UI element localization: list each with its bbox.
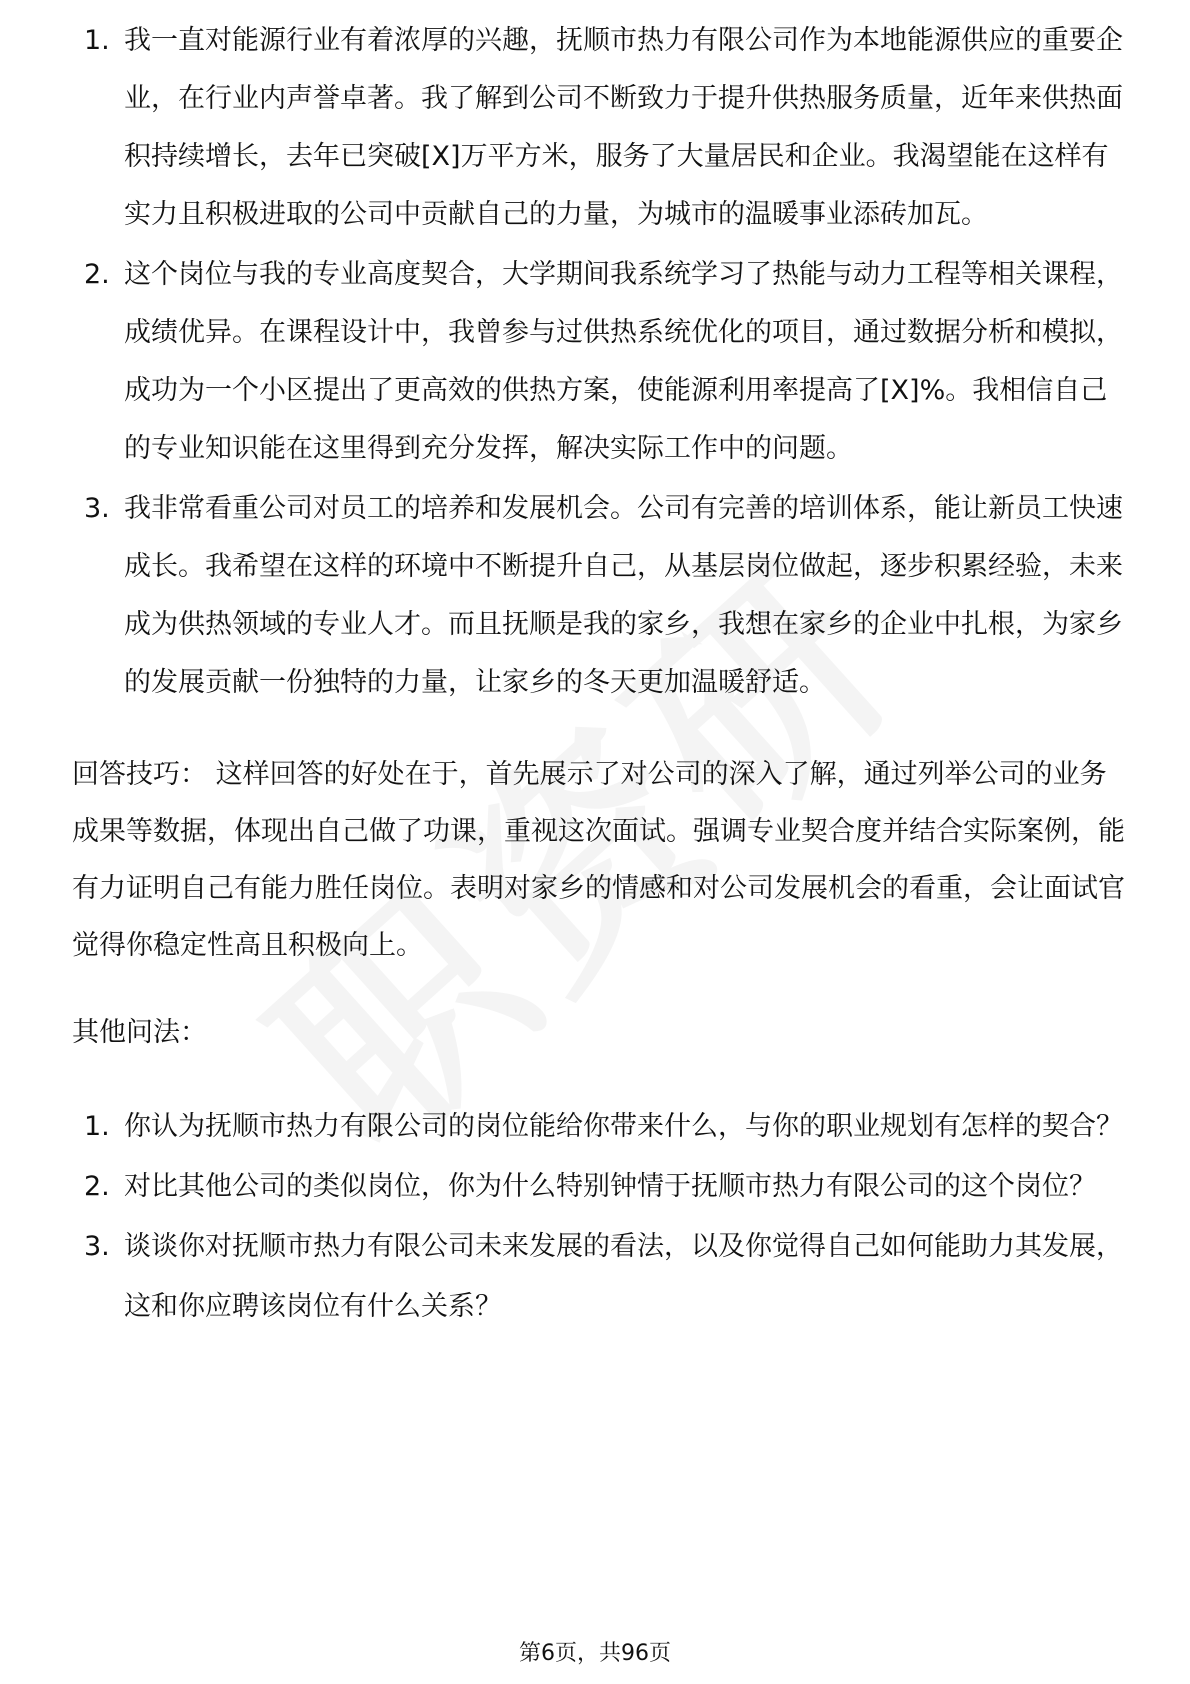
list-item xyxy=(72,1157,1127,1217)
list-item xyxy=(72,246,1127,478)
list-number: 1. xyxy=(84,25,110,56)
list-item-text: 谈谈你对抚顺市热力有限公司未来发展的看法，以及你觉得自己如何能助力其发展，这和你应聘该岗位有什么关系？ xyxy=(124,1231,1123,1322)
list-item-text: 我一直对能源行业有着浓厚的兴趣，抚顺市热力有限公司作为本地能源供应的重要企业，在行业内声誉卓著。我了解到公司不断致力于提升供热服务质量，近年来供热面积持续增长，去年已突破[X]万平方米，服务了大量居民和企业。我渴望能在这样有实力且积极进取的公司中贡献自己的力量，为城市的温暖事业添砖加瓦。 xyxy=(124,25,1123,230)
list-number: 2. xyxy=(84,1171,110,1202)
list-item-text: 这个岗位与我的专业高度契合，大学期间我系统学习了热能与动力工程等相关课程，成绩优异。在课程设计中，我曾参与过供热系统优化的项目，通过数据分析和模拟，成功为一个小区提出了更高效的供热方案，使能源利用率提高了[X]%。我相信自己的专业知识能在这里得到充分发挥，解决实际工作中的问题。 xyxy=(124,259,1123,464)
document-body xyxy=(72,25,1127,1337)
list-item xyxy=(72,12,1127,244)
page-footer: 第6页，共96页 xyxy=(519,1641,671,1666)
answer-list xyxy=(72,12,1127,712)
list-number: 3. xyxy=(84,1231,110,1262)
list-item-text: 对比其他公司的类似岗位，你为什么特别钟情于抚顺市热力有限公司的这个岗位？ xyxy=(124,1171,1096,1202)
list-number: 1. xyxy=(84,1111,110,1142)
other-questions-list xyxy=(72,1097,1127,1337)
list-item-text: 你认为抚顺市热力有限公司的岗位能给你带来什么，与你的职业规划有怎样的契合？ xyxy=(124,1111,1123,1142)
list-item xyxy=(72,1217,1127,1337)
list-number: 3. xyxy=(84,493,110,524)
answer-tips: 回答技巧： 这样回答的好处在于，首先展示了对公司的深入了解，通过列举公司的业务成果等数据，体现出自己做了功课，重视这次面试。强调专业契合度并结合实际案例，能有力证明自己有能力胜任岗位。表明对家乡的情感和对公司发展机会的看重，会让面试官觉得你稳定性高且积极向上。 xyxy=(72,759,1125,961)
list-item xyxy=(72,1097,1127,1157)
other-questions-title: 其他问法： xyxy=(72,1017,207,1048)
list-item-text: 我非常看重公司对员工的培养和发展机会。公司有完善的培训体系，能让新员工快速成长。我希望在这样的环境中不断提升自己，从基层岗位做起，逐步积累经验，未来成为供热领域的专业人才。而且抚顺是我的家乡，我想在家乡的企业中扎根，为家乡的发展贡献一份独特的力量，让家乡的冬天更加温暖舒适。 xyxy=(124,493,1123,698)
list-number: 2. xyxy=(84,259,110,290)
list-item xyxy=(72,480,1127,712)
